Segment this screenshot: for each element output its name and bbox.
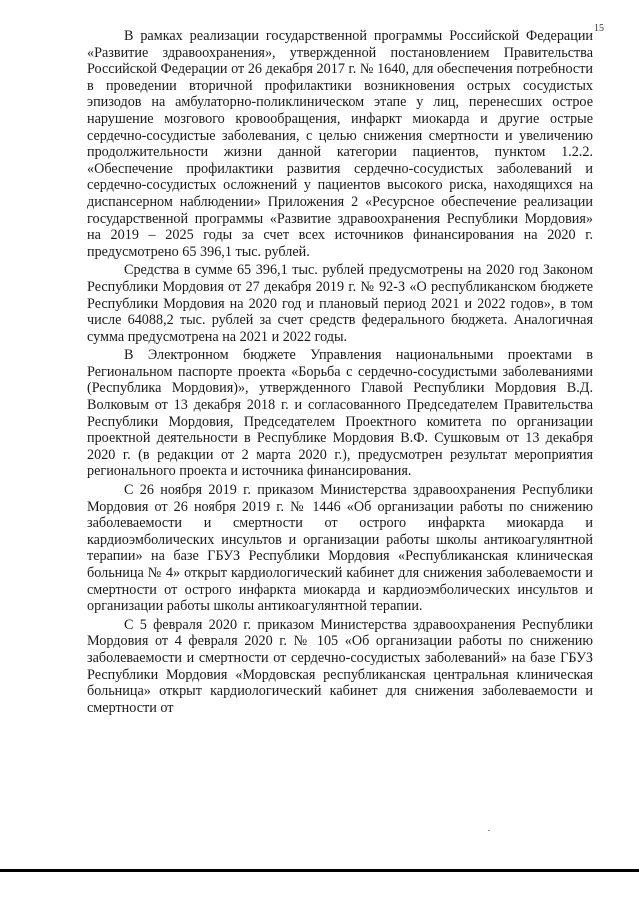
scan-speck xyxy=(488,830,490,831)
paragraph-order-1446: С 26 ноября 2019 г. приказом Министерства здравоохранения Республики Мордовия от 26 ноября 2019 г. № 1446 «Об организации работы по снижению заболеваемости и смертности от острого инфаркта миокарда и кардиоэмболических инсультов и организации работы школы антикоагулянтной терапии» на базе ГБУЗ Республики Мордовия «Республиканская клиническая больница № 4» открыт кардиологический кабинет для снижения заболеваемости и смертности от острого инфаркта миокарда и кардиоэмболических инсультов и организации работы школы антикоагулянтной терапии. xyxy=(87,482,593,615)
document-body xyxy=(87,28,593,718)
paragraph-funding-law: Средства в сумме 65 396,1 тыс. рублей предусмотрены на 2020 год Законом Республики Мордовия от 27 декабря 2019 г. № 92-З «О республиканском бюджете Республики Мордовия на 2020 год и плановый период 2021 и 2022 годов», в том числе 64088,2 тыс. рублей за счет средств федерального бюджета. Аналогичная сумма предусмотрена на 2021 и 2022 годы. xyxy=(87,262,593,345)
page-number: 15 xyxy=(594,23,604,34)
scan-edge-line xyxy=(0,869,639,872)
paragraph-state-program: В рамках реализации государственной программы Российской Федерации «Развитие здравоохранения», утвержденной постановлением Правительства Российской Федерации от 26 декабря 2017 г. № 1640, для обеспечения потребности в проведении вторичной профилактики возникновения острых сосудистых эпизодов на амбулаторно-поликлиническом этапе у лиц, перенесших острое нарушение мозгового кровообращения, инфаркт миокарда и другие острые сердечно-сосудистые заболевания, с целью снижения смертности и увеличению продолжительности жизни данной категории пациентов, пунктом 1.2.2. «Обеспечение профилактики развития сердечно-сосудистых заболеваний и сердечно-сосудистых осложнений у пациентов высокого риска, находящихся на диспансерном наблюдении» Приложения 2 «Ресурсное обеспечение реализации государственной программы «Развитие здравоохранения Республики Мордовия» на 2019 – 2025 годы за счет всех источников финансирования на 2020 г. предусмотрено 65 396,1 тыс. рублей. xyxy=(87,28,593,260)
paragraph-electronic-budget: В Электронном бюджете Управления национальными проектами в Региональном паспорте проекта «Борьба с сердечно-сосудистыми заболеваниями (Республика Мордовия)», утвержденного Главой Республики Мордовия В.Д. Волковым от 13 декабря 2018 г. и согласованного Председателем Правительства Республики Мордовия, Председателем Проектного комитета по организации проектной деятельности в Республике Мордовия В.Ф. Сушковым от 13 декабря 2020 г. (в редакции от 2 марта 2020 г.), предусмотрен результат мероприятия регионального проекта и источника финансирования. xyxy=(87,347,593,480)
paragraph-order-105: С 5 февраля 2020 г. приказом Министерства здравоохранения Республики Мордовия от 4 февраля 2020 г. № 105 «Об организации работы по снижению заболеваемости и смертности от сердечно-сосудистых заболеваний» на базе ГБУЗ Республики Мордовия «Мордовская республиканская центральная клиническая больница» открыт кардиологический кабинет для снижения заболеваемости и смертности от xyxy=(87,616,593,716)
